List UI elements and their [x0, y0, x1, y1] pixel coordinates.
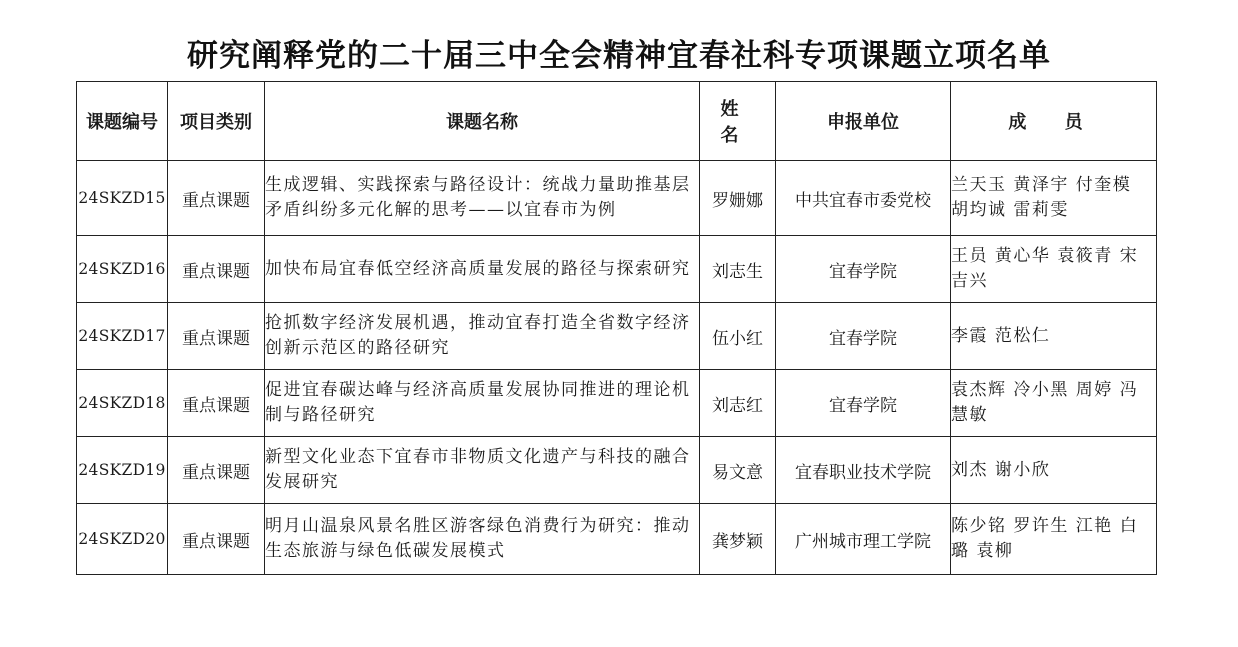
cell-unit: 广州城市理工学院	[776, 504, 951, 575]
header-person-label: 姓 名	[720, 99, 755, 146]
cell-members: 袁杰辉 冷小黑 周婷 冯慧敏	[951, 370, 1157, 437]
header-person	[700, 82, 776, 161]
cell-person: 易文意	[700, 437, 776, 504]
cell-topic: 生成逻辑、实践探索与路径设计：统战力量助推基层矛盾纠纷多元化解的思考——以宜春市为例	[265, 161, 700, 236]
cell-code: 24SKZD20	[77, 504, 168, 575]
header-category: 项目类别	[168, 82, 265, 161]
cell-unit: 中共宜春市委党校	[776, 161, 951, 236]
table-row	[77, 303, 1157, 370]
cell-topic: 抢抓数字经济发展机遇，推动宜春打造全省数字经济创新示范区的路径研究	[265, 303, 700, 370]
cell-topic: 促进宜春碳达峰与经济高质量发展协同推进的理论机制与路径研究	[265, 370, 700, 437]
document-title: 研究阐释党的二十届三中全会精神宜春社科专项课题立项名单	[187, 38, 1051, 74]
cell-unit: 宜春学院	[776, 236, 951, 303]
table-row	[77, 504, 1157, 575]
cell-members: 李霞 范松仁	[951, 303, 1157, 370]
cell-code: 24SKZD15	[77, 161, 168, 236]
cell-category: 重点课题	[168, 161, 265, 236]
cell-members: 兰天玉 黄泽宇 付奎模 胡均诚 雷莉雯	[951, 161, 1157, 236]
header-members-label: 成 员	[1008, 112, 1099, 133]
cell-category: 重点课题	[168, 236, 265, 303]
cell-code: 24SKZD16	[77, 236, 168, 303]
cell-topic: 加快布局宜春低空经济高质量发展的路径与探索研究	[265, 236, 700, 303]
cell-members: 刘杰 谢小欣	[951, 437, 1157, 504]
cell-person: 罗姗娜	[700, 161, 776, 236]
cell-person: 刘志生	[700, 236, 776, 303]
header-members	[951, 82, 1157, 161]
cell-members: 王员 黄心华 袁筱青 宋吉兴	[951, 236, 1157, 303]
cell-category: 重点课题	[168, 437, 265, 504]
cell-code: 24SKZD17	[77, 303, 168, 370]
header-topic: 课题名称	[265, 82, 700, 161]
cell-person: 龚梦颖	[700, 504, 776, 575]
header-unit: 申报单位	[776, 82, 951, 161]
cell-unit: 宜春职业技术学院	[776, 437, 951, 504]
header-code: 课题编号	[77, 82, 168, 161]
table-row	[77, 236, 1157, 303]
cell-topic: 明月山温泉风景名胜区游客绿色消费行为研究：推动生态旅游与绿色低碳发展模式	[265, 504, 700, 575]
cell-person: 刘志红	[700, 370, 776, 437]
project-list-table	[76, 81, 1157, 575]
cell-code: 24SKZD19	[77, 437, 168, 504]
table-row	[77, 370, 1157, 437]
cell-code: 24SKZD18	[77, 370, 168, 437]
cell-category: 重点课题	[168, 370, 265, 437]
cell-category: 重点课题	[168, 303, 265, 370]
cell-person: 伍小红	[700, 303, 776, 370]
cell-category: 重点课题	[168, 504, 265, 575]
cell-unit: 宜春学院	[776, 370, 951, 437]
cell-unit: 宜春学院	[776, 303, 951, 370]
cell-members: 陈少铭 罗许生 江艳 白璐 袁柳	[951, 504, 1157, 575]
table-row	[77, 161, 1157, 236]
table-row	[77, 437, 1157, 504]
table-header-row	[77, 82, 1157, 161]
cell-topic: 新型文化业态下宜春市非物质文化遗产与科技的融合发展研究	[265, 437, 700, 504]
